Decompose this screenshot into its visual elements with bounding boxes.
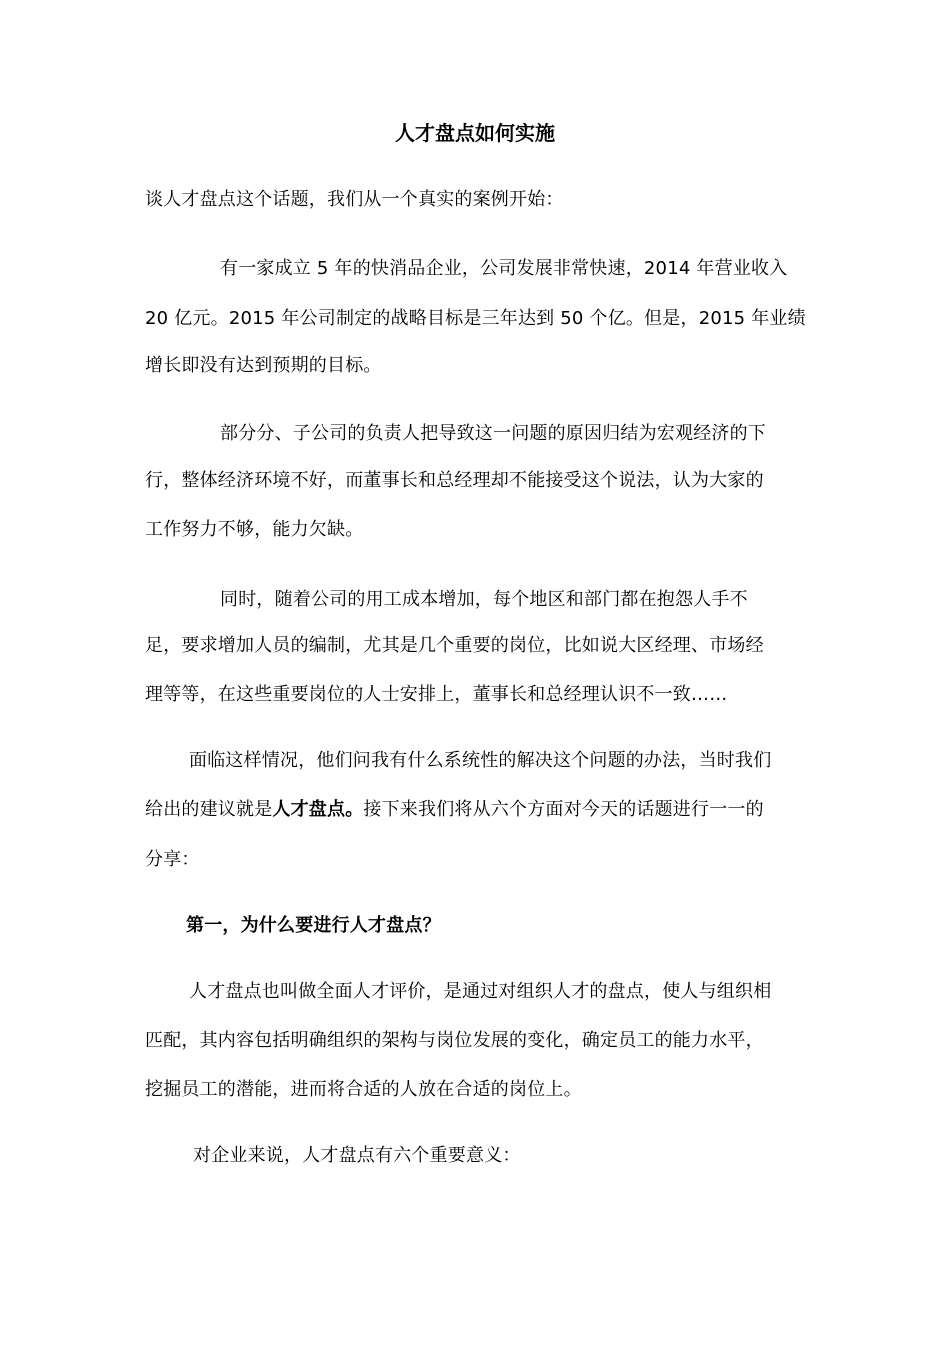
case-para3-line1: 同时，随着公司的用工成本增加，每个地区和部门都在抱怨人手不 <box>220 589 748 610</box>
significance-intro: 对企业来说，人才盘点有六个重要意义： <box>193 1145 521 1166</box>
answer-text-before: 给出的建议就是 <box>145 799 273 820</box>
definition-para-line3: 挖掘员工的潜能，进而将合适的人放在合适的岗位上。 <box>145 1079 582 1100</box>
case-para3-line3: 理等等，在这些重要岗位的人士安排上，董事长和总经理认识不一致…… <box>145 684 728 705</box>
case-para2-line1: 部分分、子公司的负责人把导致这一问题的原因归结为宏观经济的下 <box>220 423 766 444</box>
document-title: 人才盘点如何实施 <box>395 121 555 145</box>
talent-review-emphasis: 人才盘点。 <box>272 799 364 820</box>
case-para1-line2: 20 亿元。2015 年公司制定的战略目标是三年达到 50 个亿。但是，2015 年业绩 <box>145 308 806 329</box>
case-para1-line1: 有一家成立 5 年的快消品企业，公司发展非常快速，2014 年营业收入 <box>220 258 788 279</box>
answer-para-line1: 面临这样情况，他们问我有什么系统性的解决这个问题的办法，当时我们 <box>189 750 772 771</box>
answer-text-after: 接下来我们将从六个方面对今天的话题进行一一的 <box>363 799 764 820</box>
answer-para-line3: 分享： <box>145 849 200 870</box>
case-para3-line2: 足，要求增加人员的编制，尤其是几个重要的岗位，比如说大区经理、市场经 <box>145 635 764 656</box>
case-para1-line3: 增长即没有达到预期的目标。 <box>145 355 382 376</box>
section1-heading: 第一，为什么要进行人才盘点？ <box>186 915 441 936</box>
case-para2-line2: 行，整体经济环境不好，而董事长和总经理却不能接受这个说法，认为大家的 <box>145 470 764 491</box>
definition-para-line1: 人才盘点也叫做全面人才评价，是通过对组织人才的盘点，使人与组织相 <box>189 981 772 1002</box>
intro-line: 谈人才盘点这个话题，我们从一个真实的案例开始： <box>145 189 564 210</box>
definition-para-line2: 匹配，其内容包括明确组织的架构与岗位发展的变化，确定员工的能力水平， <box>145 1030 764 1051</box>
answer-para-line2 <box>145 798 764 822</box>
case-para2-line3: 工作努力不够，能力欠缺。 <box>145 519 364 540</box>
